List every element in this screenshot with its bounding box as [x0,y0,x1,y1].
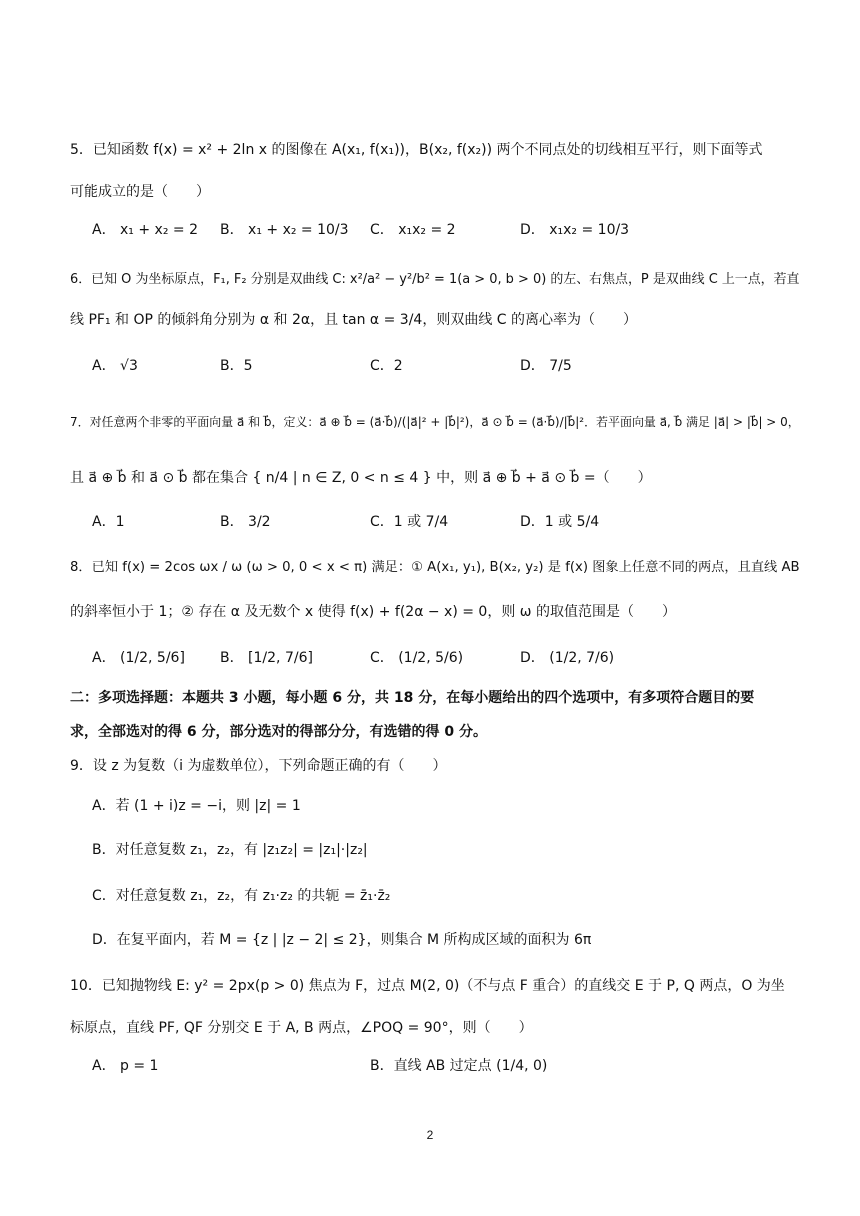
q8-option-d: D． (1/2, 7/6) [520,650,615,666]
q8-option-a: A． (1/2, 5/6] [92,650,185,666]
q5-stem-line1: 5．已知函数 f(x) = x² + 2ln x 的图像在 A(x₁, f(x₁))，B(x₂, f(x₂)) 两个不同点处的切线相互平行，则下面等式 [70,142,763,158]
q6-option-c: C．2 [370,358,403,374]
section2-instructions-line2: 求，全部选对的得 6 分，部分选对的得部分分，有选错的得 0 分。 [70,724,487,740]
q7-stem-line2: 且 a⃗ ⊕ b⃗ 和 a⃗ ⊙ b⃗ 都在集合 { n/4 | n ∈ Z, 0 < n ≤ 4 } 中，则 a⃗ ⊕ b⃗ + a⃗ ⊙ b⃗ =（ ） [70,470,652,486]
q7-stem-line1: 7．对任意两个非零的平面向量 a⃗ 和 b⃗，定义：a⃗ ⊕ b⃗ = (a⃗·b⃗)/(|a⃗|² + |b⃗|²)，a⃗ ⊙ b⃗ = (a⃗·b⃗)/|b⃗|²．若平面向量 a⃗, b⃗ 满足 |a⃗| > |b⃗| > 0， [70,415,800,429]
q9-stem: 9．设 z 为复数（i 为虚数单位），下列命题正确的有（ ） [70,758,447,774]
q9-option-c: C．对任意复数 z₁，z₂，有 z₁·z₂ 的共轭 = z̄₁·z̄₂ [92,888,391,904]
q7-option-a: A．1 [92,514,125,530]
q6-option-b: B．5 [220,358,253,374]
page-number: 2 [426,1128,434,1142]
q8-stem-line1: 8．已知 f(x) = 2cos ωx / ω (ω > 0, 0 < x < π) 满足：① A(x₁, y₁), B(x₂, y₂) 是 f(x) 图象上任意不同的两点，且直线 AB [70,560,800,575]
q10-option-a: A． p = 1 [92,1058,159,1074]
q9-option-b: B．对任意复数 z₁，z₂，有 |z₁z₂| = |z₁|·|z₂| [92,842,368,858]
q7-option-d: D．1 或 5/4 [520,514,600,530]
q6-option-d: D． 7/5 [520,358,572,374]
q5-option-d: D． x₁x₂ = 10/3 [520,222,630,238]
q8-stem-line2: 的斜率恒小于 1；② 存在 α 及无数个 x 使得 f(x) + f(2α − x) = 0，则 ω 的取值范围是（ ） [70,604,676,620]
q6-stem-line2: 线 PF₁ 和 OP 的倾斜角分别为 α 和 2α，且 tan α = 3/4，则双曲线 C 的离心率为（ ） [70,312,637,328]
q7-option-b: B． 3/2 [220,514,271,530]
q5-stem-line2: 可能成立的是（ ） [70,184,210,200]
q5-option-b: B． x₁ + x₂ = 10/3 [220,222,349,238]
q9-option-a: A．若 (1 + i)z = −i，则 |z| = 1 [92,798,301,814]
q10-stem-line1: 10．已知抛物线 E: y² = 2px(p > 0) 焦点为 F，过点 M(2, 0)（不与点 F 重合）的直线交 E 于 P, Q 两点，O 为坐 [70,978,785,994]
q5-option-a: A． x₁ + x₂ = 2 [92,222,198,238]
q5-option-c: C． x₁x₂ = 2 [370,222,456,238]
q10-stem-line2: 标原点，直线 PF, QF 分别交 E 于 A, B 两点，∠POQ = 90°，则（ ） [70,1020,533,1036]
section2-instructions-line1: 二：多项选择题：本题共 3 小题，每小题 6 分，共 18 分，在每小题给出的四个选项中，有多项符合题目的要 [70,690,755,706]
q9-option-d: D．在复平面内，若 M = {z | |z − 2| ≤ 2}，则集合 M 所构成区域的面积为 6π [92,932,592,948]
q8-option-b: B． [1/2, 7/6] [220,650,313,666]
q7-option-c: C．1 或 7/4 [370,514,449,530]
q10-option-b: B．直线 AB 过定点 (1/4, 0) [370,1058,548,1074]
q8-option-c: C． (1/2, 5/6) [370,650,464,666]
q6-option-a: A． √3 [92,358,138,374]
q6-stem-line1: 6．已知 O 为坐标原点，F₁, F₂ 分别是双曲线 C: x²/a² − y²/b² = 1(a > 0, b > 0) 的左、右焦点，P 是双曲线 C 上一点，若直 [70,272,800,287]
